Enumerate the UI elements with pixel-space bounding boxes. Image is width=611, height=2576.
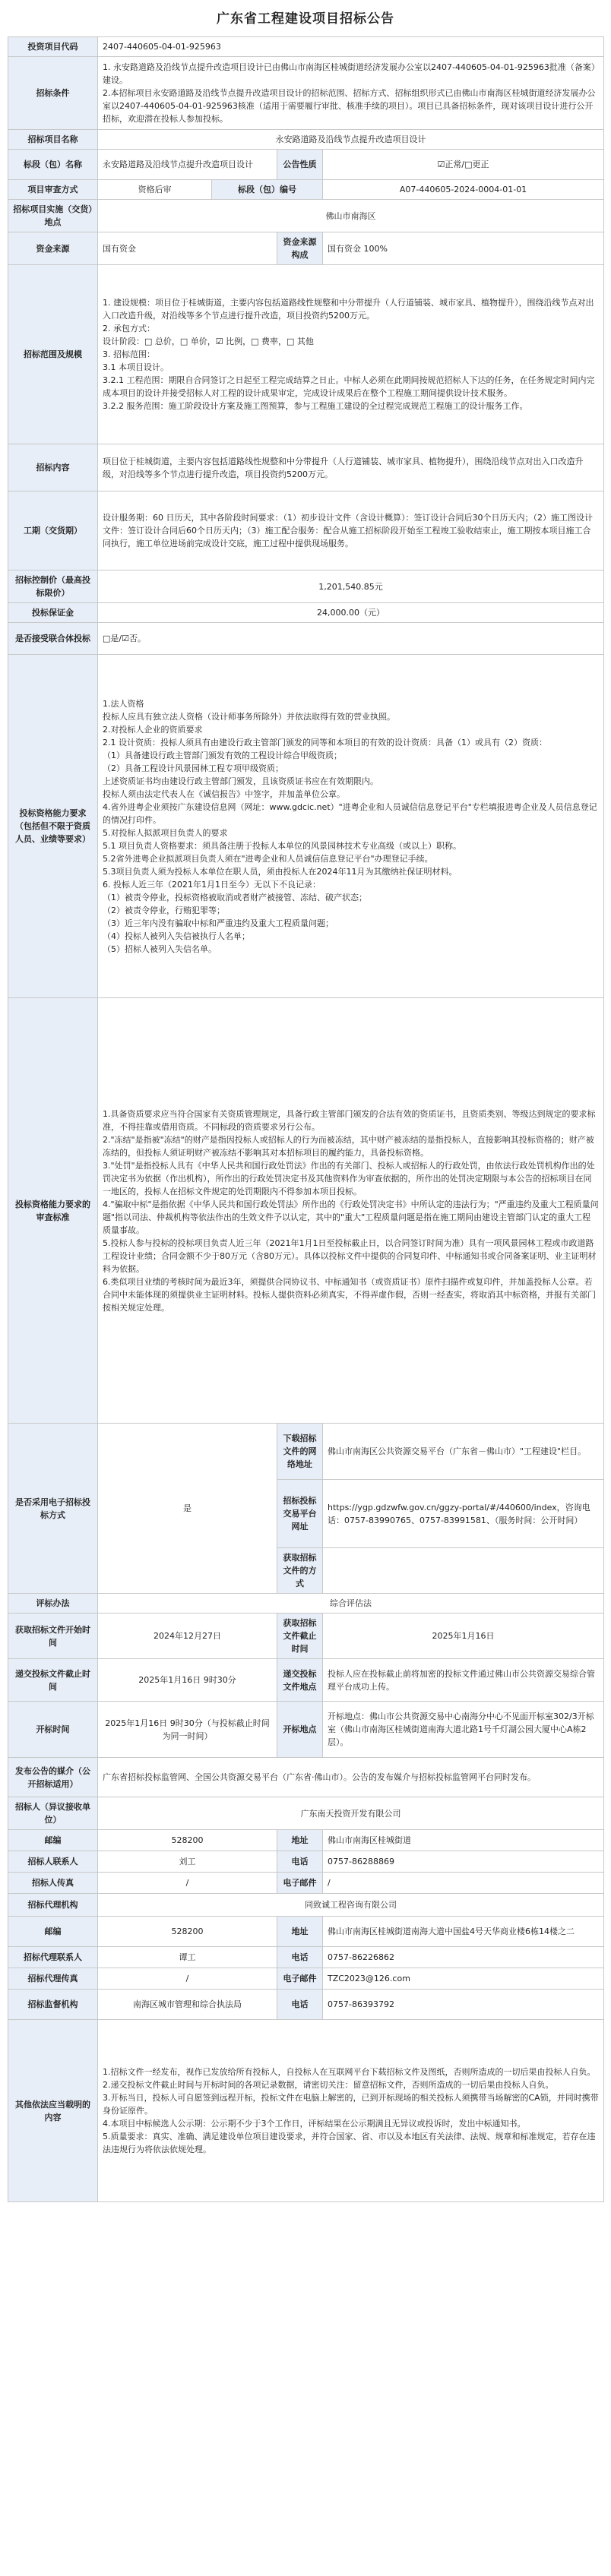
section-name: 永安路道路及沿线节点提升改造项目设计 (98, 150, 277, 180)
text-line: 2.本招标项目永安路道路及沿线节点提升改造项目设计的招标范围、招标方式、招标组织形式已由佛山市南海区桂城街道经济发展办公室以2407-440605-04-01-925963核准（适用于需要履行审批、核准手续的项目）。项目已具备招标条件，现对该项目设计进行公开招标，欢迎潜在投标人参加投标。 (103, 88, 596, 124)
text-line: 2.递交投标文件截止时间与开标时间的各项记录数据，请密切关注：留意招标文件，否则所造成的一切后果由投标人自负。 (103, 2080, 554, 2090)
tenderer-post: 528200 (98, 1830, 277, 1851)
supervisor-name: 南海区城市管理和综合执法局 (98, 1990, 277, 2020)
tenderer-contact: 刘工 (98, 1851, 277, 1873)
text-line: 上述资质证书均由建设行政主管部门颁发，且该资质证书应在有效期限内。 (103, 776, 378, 786)
agency-post: 528200 (98, 1917, 277, 1947)
funding-ratio: 国有资金 100% (323, 232, 604, 265)
text-line: （2）具备工程设计风景园林工程专项甲级资质； (103, 763, 283, 773)
section-code: A07-440605-2024-0004-01-01 (323, 180, 604, 200)
text-line: 5.质量要求：真实、准确、满足建设单位项目建设要求，并符合国家、省、市以及本地区有关法律、法规、规章和标准规定，若存在违法违规行为将依法依规处理。 (103, 2132, 596, 2154)
field-label: 递交投标文件截止时间 (8, 1659, 98, 1702)
field-label: 是否接受联合体投标 (8, 623, 98, 655)
field-label: 公告性质 (277, 150, 323, 180)
text-line: （1）被责令停业，投标资格被取消或者财产被接管、冻结、破产状态； (103, 892, 367, 902)
verification-text (98, 998, 604, 1424)
consortium: □是/☑否。 (98, 623, 604, 655)
field-label: 招标代理传真 (8, 1968, 98, 1990)
text-line: 4.省外进粤企业须按广东建设信息网（网址：www.gdcic.net）"进粤企业和人员诚信信息登记平台"专栏填报进粤企业及人员信息登记的情况打印件。 (103, 801, 597, 825)
platform-url[interactable]: https://ygp.gdzwfw.gov.cn/ggzy-portal/#/440600/index，咨询电话：0757-83990765、0757-83991581、（服务时间：公开时间） (323, 1480, 604, 1548)
text-line: 5.2省外进粤企业拟派项目负责人须在"进粤企业和人员诚信信息登记平台"办理登记手续。 (103, 853, 433, 864)
text-line: 5.1 项目负责人资格要求：须具备注册于投标人本单位的风景园林技术专业高级（或以上）职称。 (103, 840, 461, 851)
field-label: 招标监督机构 (8, 1990, 98, 2020)
media: 广东省招标投标监管网、全国公共资源交易平台（广东省·佛山市）。公告的发布媒介与招标投标监管网平台同时发布。 (98, 1758, 604, 1797)
field-label: 资金来源构成 (277, 232, 323, 265)
text-line: 3. 招标范围： (103, 349, 155, 359)
content-text: 项目位于桂城街道，主要内容包括道路线性规整和中分带提升（人行道铺装、城市家具、植物提升），围绕沿线节点对出入口改造升级，对沿线等多个节点进行提升改造，项目投资约5200万元。 (98, 444, 604, 491)
text-line: 6.类似项目业绩的考核时间为最近3年，须提供合同协议书、中标通知书（或资质证书）原件扫描件或复印件，并加盖投标人公章。若合同中未能体现的须提供业主证明材料。投标人提供资料必须真实，不得弄虚作假，否则一经查实，将取消其中标资格，并报有关部门按相关规定处理。 (103, 1276, 596, 1313)
conditions-text (98, 57, 604, 130)
text-line: 5.3项目负责人须为投标人本单位在职人员，须由投标人在2024年11月为其缴纳社保证明材料。 (103, 866, 457, 877)
text-line: 3.2.2 服务范围：施工阶段设计方案及施工图预算，参与工程施工建设的全过程完成规范工程施工的设计服务工作。 (103, 401, 528, 411)
field-label: 下载招标文件的网络地址 (277, 1424, 323, 1480)
download-address[interactable]: 佛山市南海区公共资源交易平台（广东省－佛山市）"工程建设"栏目。 (323, 1424, 604, 1480)
field-label: 投标资格能力要求的审查标准 (8, 998, 98, 1424)
field-label: 电话 (277, 1947, 323, 1968)
page-title: 广东省工程建设项目招标公告 (217, 11, 394, 27)
field-label: 电话 (277, 1851, 323, 1873)
project-name: 永安路道路及沿线节点提升改造项目设计 (98, 130, 604, 150)
agency-address: 佛山市南海区桂城街道南海大道中国盐4号天华商业楼6栋14楼之二 (323, 1917, 604, 1947)
submit-deadline: 2025年1月16日 9时30分 (98, 1659, 277, 1702)
field-label: 邮编 (8, 1917, 98, 1947)
agency-contact: 谭工 (98, 1947, 277, 1968)
notice-table (8, 36, 604, 2202)
text-line: （3）近三年内没有骗取中标和严重违约及重大工程质量问题； (103, 918, 334, 928)
eval-method: 综合评估法 (98, 1594, 604, 1614)
text-line: 1.法人资格 (103, 698, 144, 709)
text-line: （5）招标人被列入失信名单。 (103, 943, 217, 954)
text-line: 3."处罚"是指投标人具有《中华人民共和国行政处罚法》作出的有关部门、投标人或招标人的行政处罚，由依法行政处罚机构作出的处罚决定书为依据（作出机构），所作出的行政处罚决定书及其他资料作为审查依据的，所作出的处罚决定期限与本公告的招标项目在同一地区的，投标人在招标文件规定的处罚期限内不得参加本项目投标。 (103, 1160, 595, 1196)
field-label: 是否采用电子招标投标方式 (8, 1424, 98, 1594)
notice-type: ☑正常/□更正 (323, 150, 604, 180)
tenderer-name: 广东南天投资开发有限公司 (98, 1797, 604, 1830)
text-line: 2.1 设计资质：投标人须具有由建设行政主管部门颁发的同等和本项目的有效的设计资质：具备（1）或具有（2）资质： (103, 737, 547, 748)
project-code: 2407-440605-04-01-925963 (98, 37, 604, 57)
doc-method (323, 1548, 604, 1594)
open-time: 2025年1月16日 9时30分（与投标截止时间为同一时间） (98, 1702, 277, 1758)
field-label: 电子邮件 (277, 1873, 323, 1894)
field-label: 电话 (277, 1990, 323, 2020)
field-label: 资金来源 (8, 232, 98, 265)
field-label: 招标项目名称 (8, 130, 98, 150)
field-label: 招标代理联系人 (8, 1947, 98, 1968)
doc-start: 2024年12月27日 (98, 1614, 277, 1659)
field-label: 招标范围及规模 (8, 265, 98, 444)
field-label: 标段（包）编号 (212, 180, 323, 200)
field-label: 获取招标文件开始时间 (8, 1614, 98, 1659)
agency-phone: 0757-86226862 (323, 1947, 604, 1968)
text-line: 4.本项目中标候选人公示期：公示期不少于3个工作日，评标结果在公示期满且无异议或投诉时，发出中标通知书。 (103, 2119, 526, 2129)
text-line: 4."骗取中标"是指依据《中华人民共和国行政处罚法》所作出的《行政处罚决定书》中所认定的违法行为；"严重违约及重大工程质量问题"指以司法、仲裁机构等依法作出的生效文件予以认定，其中的"重大"工程质量问题是指在施工期间由建设主管部门认定的重大工程质量事故。 (103, 1199, 599, 1235)
tenderer-fax: / (98, 1873, 277, 1894)
text-line: 5.对投标人拟派项目负责人的要求 (103, 827, 228, 838)
field-label: 获取招标文件截止时间 (277, 1614, 323, 1659)
field-label: 招标条件 (8, 57, 98, 130)
agency-name: 同致诚工程咨询有限公司 (98, 1894, 604, 1917)
qualification-text (98, 655, 604, 998)
text-line: （1）具备建设行政主管部门颁发有效的工程设计综合甲级资质； (103, 750, 342, 760)
scope-text (98, 265, 604, 444)
text-line: 投标人应具有独立法人资格（设计师事务所除外）并依法取得有效的营业执照。 (103, 711, 395, 722)
text-line: 6. 投标人近三年（2021年1月1日至今）无以下不良记录： (103, 879, 321, 890)
field-label: 开标地点 (277, 1702, 323, 1758)
doc-end: 2025年1月16日 (323, 1614, 604, 1659)
text-line: 3.2.1 工程范围：期限自合同签订之日起至工程完成结算之日止。中标人必须在此期间按规范招标人下达的任务，在任务规定时间内完成本项目的设计并接受招标人对工程的设计成果审定，完成设计成果后在整个工程施工期间提供设计技术服务。 (103, 375, 595, 398)
supervisor-phone: 0757-86393792 (323, 1990, 604, 2020)
text-line: 2."冻结"是指被"冻结"的财产是指因投标人或招标人的行为而被冻结，其中财产被冻结的是指投标人，直接影响其投标资格的；财产被冻结的，但投标人须证明财产被冻结不影响其对本招标项目的履约能力，具备投标资格。 (103, 1134, 594, 1158)
tenderer-email: / (323, 1873, 604, 1894)
text-line: 2.对投标人企业的资质要求 (103, 724, 203, 735)
field-label: 地址 (277, 1917, 323, 1947)
field-label: 招标项目实施（交货）地点 (8, 200, 98, 232)
field-label: 电子邮件 (277, 1968, 323, 1990)
text-line: （2）被责令停业，行贿犯罪等； (103, 905, 225, 915)
text-line: 设计阶段：□ 总价，□ 单价，☑ 比例，□ 费率，□ 其他 (103, 337, 314, 346)
text-line: 1. 永安路道路及沿线节点提升改造项目设计已由佛山市南海区桂城街道经济发展办公室以2407-440605-04-01-925963批准（备案）建设。 (103, 62, 596, 85)
field-label: 招标内容 (8, 444, 98, 491)
text-line: 5.投标人参与投标的投标项目负责人近三年（2021年1月1日至投标截止日，以合同签订时间为准）具有一项风景园林工程或市政道路工程设计业绩；合同金额不少于80万元（含80万元）。具体以投标文件中提供的合同复印件、中标通知书或合同备案证明、业主证明材料为依据。 (103, 1237, 597, 1274)
text-line: 1. 建设规模：项目位于桂城街道，主要内容包括道路线性规整和中分带提升（人行道铺装、城市家具、植物提升），围绕沿线节点对出入口改造升级，对沿线等多个节点进行提升改造，项目投资约5200万元。 (103, 298, 594, 321)
text-line: 3.1 本项目设计。 (103, 362, 169, 372)
field-label: 投标资格能力要求（包括但不限于资质人员、业绩等要求） (8, 655, 98, 998)
text-line: （4）投标人被列入失信被执行人名单； (103, 931, 250, 941)
field-label: 招标人传真 (8, 1873, 98, 1894)
field-label: 其他依法应当载明的内容 (8, 2020, 98, 2202)
max-price: 1,201,540.85元 (98, 571, 604, 603)
agency-email: TZC2023@126.com (323, 1968, 604, 1990)
text-line: 投标人须由法定代表人在《诚信报告》中签字，并加盖单位公章。 (103, 789, 345, 799)
field-label: 招标代理机构 (8, 1894, 98, 1917)
text-line: 1.具备资质要求应当符合国家有关资质管理规定，具备行政主管部门颁发的合法有效的资质证书，且资质类别、等级达到规定的要求标准，不得挂靠或借用资质。不同标段的资质要求另行公布。 (103, 1108, 596, 1132)
field-label: 标段（包）名称 (8, 150, 98, 180)
tenderer-address: 佛山市南海区桂城街道 (323, 1830, 604, 1851)
field-label: 邮编 (8, 1830, 98, 1851)
field-label: 招标人联系人 (8, 1851, 98, 1873)
period-text: 设计服务期：60 日历天，其中各阶段时间要求：（1）初步设计文件（含设计概算）：签订设计合同后30个日历天内；（2）施工图设计文件：签订设计合同后60个日历天内；（3）施工配合服务：配合从施工招标阶段开始至工程竣工验收结束止，施工期按本项目施工合同执行，施工单位进场前完成设计交底，施工过程中提供现场服务。 (98, 491, 604, 571)
text-line: 1.招标文件一经发布，视作已发放给所有投标人，自投标人在互联网平台下载招标文件及图纸，否则所造成的一切后果由投标人自负。 (103, 2067, 596, 2077)
field-label: 招标投标交易平台网址 (277, 1480, 323, 1548)
location: 佛山市南海区 (98, 200, 604, 232)
field-label: 工期（交货期） (8, 491, 98, 571)
text-line: 2. 承包方式： (103, 324, 155, 333)
agency-fax: / (98, 1968, 277, 1990)
approval-method: 资格后审 (98, 180, 212, 200)
text-line: 3.开标当日，投标人可自愿签到远程开标，投标文件在电脑上解密的，已到开标现场的相关投标人须携带当场解密的CA锁，并同时携带身份证原件。 (103, 2093, 599, 2116)
field-label: 获取招标文件的方式 (277, 1548, 323, 1594)
bond: 24,000.00（元） (98, 603, 604, 623)
field-label: 发布公告的媒介（公开招标适用） (8, 1758, 98, 1797)
tenderer-phone: 0757-86288869 (323, 1851, 604, 1873)
field-label: 招标人（异议接收单位） (8, 1797, 98, 1830)
field-label: 投标保证金 (8, 603, 98, 623)
field-label: 递交投标文件地点 (277, 1659, 323, 1702)
field-label: 投资项目代码 (8, 37, 98, 57)
open-place: 开标地点：佛山市公共资源交易中心南海分中心不见面开标室302/3开标室（佛山市南海区桂城街道南海大道北路1号千灯湖公园大厦中心A栋2层）。 (323, 1702, 604, 1758)
electronic-value: 是 (98, 1424, 277, 1594)
submit-place: 投标人应在投标截止前将加密的投标文件通过佛山市公共资源交易综合管理平台成功上传。 (323, 1659, 604, 1702)
field-label: 项目审查方式 (8, 180, 98, 200)
field-label: 招标控制价（最高投标限价） (8, 571, 98, 603)
other-text (98, 2020, 604, 2202)
field-label: 开标时间 (8, 1702, 98, 1758)
field-label: 评标办法 (8, 1594, 98, 1614)
funding-source: 国有资金 (98, 232, 277, 265)
field-label: 地址 (277, 1830, 323, 1851)
